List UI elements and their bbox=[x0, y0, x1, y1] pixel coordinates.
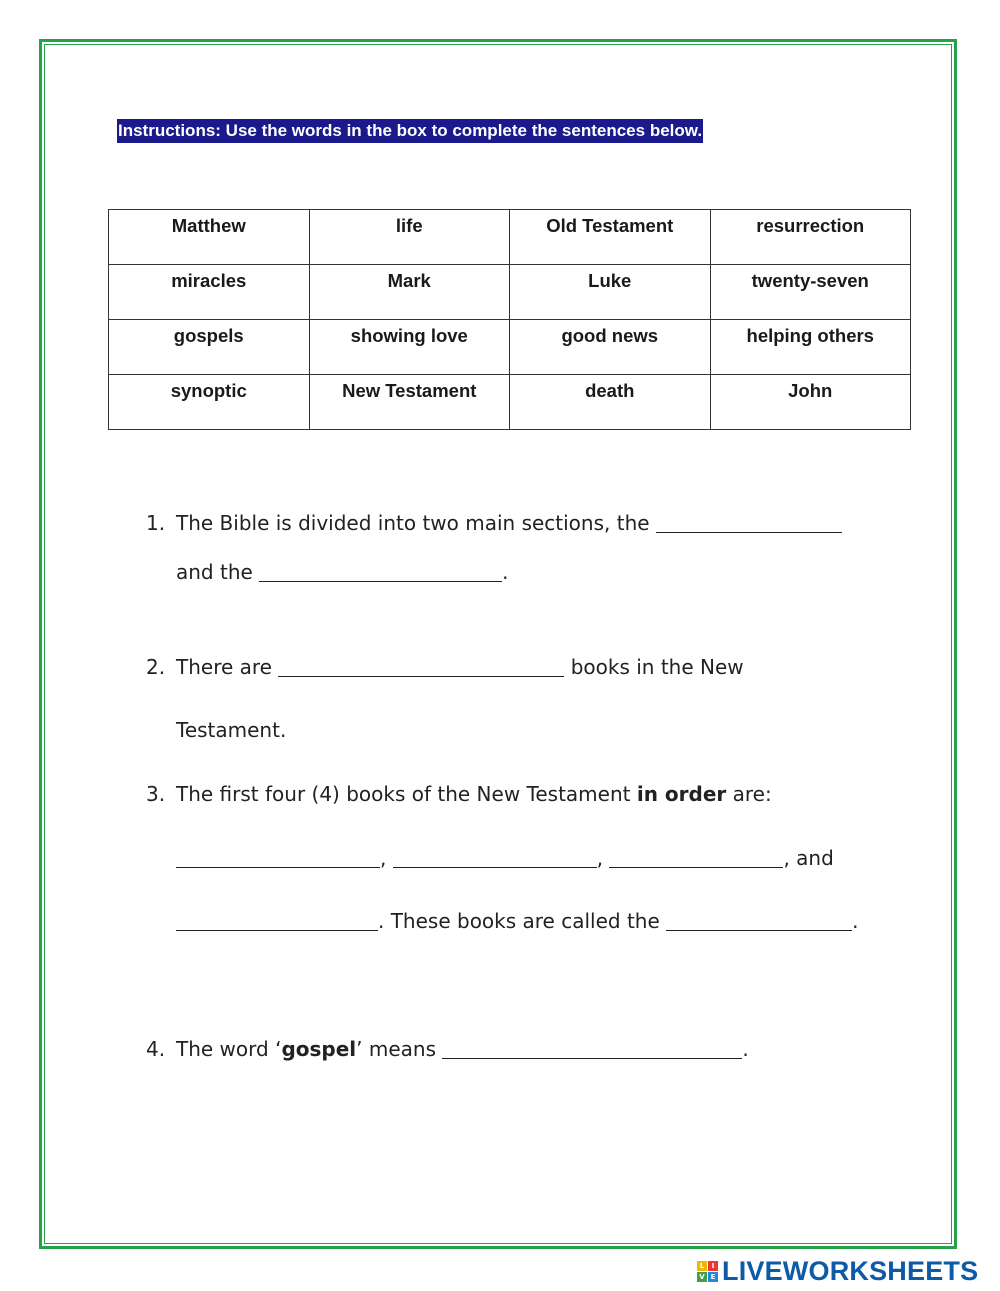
question-punct: , bbox=[596, 846, 604, 870]
word-cell: life bbox=[309, 210, 510, 265]
question-text: The first four (4) books of the New Testament bbox=[176, 782, 631, 806]
answer-blank-q3-a[interactable] bbox=[176, 849, 380, 868]
question-number: 1. bbox=[146, 511, 166, 535]
question-1-line-1 bbox=[146, 511, 842, 535]
question-punct: , and bbox=[783, 846, 834, 870]
word-box-table bbox=[108, 209, 911, 430]
word-cell: Luke bbox=[510, 265, 711, 320]
question-text: books in the New bbox=[570, 655, 744, 679]
question-4-line-1 bbox=[146, 1037, 749, 1061]
word-cell: John bbox=[710, 375, 911, 430]
question-punct: . bbox=[852, 909, 859, 933]
answer-blank-q3-b[interactable] bbox=[393, 849, 597, 868]
logo-text: LIVEWORKSHEETS bbox=[722, 1255, 979, 1286]
word-cell: Mark bbox=[309, 265, 510, 320]
question-text: The word ‘ bbox=[176, 1037, 282, 1061]
question-number: 3. bbox=[146, 782, 166, 806]
question-bold-text: in order bbox=[636, 782, 727, 806]
instructions-banner: Instructions: Use the words in the box to complete the sentences below. bbox=[117, 119, 703, 143]
question-2-line-1 bbox=[146, 655, 744, 679]
word-cell: Old Testament bbox=[510, 210, 711, 265]
question-number: 2. bbox=[146, 655, 166, 679]
table-row bbox=[109, 210, 911, 265]
question-text: . These books are called the bbox=[378, 909, 660, 933]
question-3-line-1 bbox=[146, 782, 772, 806]
word-cell: showing love bbox=[309, 320, 510, 375]
answer-blank-q3-c[interactable] bbox=[609, 849, 783, 868]
word-cell: twenty-seven bbox=[710, 265, 911, 320]
word-cell: good news bbox=[510, 320, 711, 375]
word-cell: gospels bbox=[109, 320, 310, 375]
question-text: are: bbox=[732, 782, 772, 806]
question-punct: , bbox=[380, 846, 387, 870]
answer-blank-q2[interactable] bbox=[278, 658, 564, 677]
answer-blank-q3-e[interactable] bbox=[666, 912, 852, 931]
word-cell: New Testament bbox=[309, 375, 510, 430]
question-text: Testament. bbox=[176, 718, 287, 742]
answer-blank-q3-d[interactable] bbox=[176, 912, 378, 931]
question-punct: . bbox=[502, 560, 509, 584]
word-cell: synoptic bbox=[109, 375, 310, 430]
question-text: and the bbox=[176, 560, 253, 584]
question-text: ’ means bbox=[356, 1037, 436, 1061]
question-text: The Bible is divided into two main sections, the bbox=[176, 511, 650, 535]
question-2-line-2 bbox=[176, 718, 286, 742]
table-row bbox=[109, 265, 911, 320]
word-cell: helping others bbox=[710, 320, 911, 375]
liveworksheets-logo[interactable] bbox=[697, 1255, 978, 1287]
logo-mark-icon bbox=[697, 1261, 718, 1282]
answer-blank-q1-b[interactable] bbox=[259, 563, 502, 582]
question-3-line-2 bbox=[176, 846, 834, 870]
answer-blank-q4[interactable] bbox=[442, 1040, 742, 1059]
word-cell: death bbox=[510, 375, 711, 430]
question-number: 4. bbox=[146, 1037, 166, 1061]
logo-mark-letter: V bbox=[697, 1272, 707, 1282]
question-punct: . bbox=[742, 1037, 749, 1061]
word-cell: resurrection bbox=[710, 210, 911, 265]
logo-mark-letter: I bbox=[708, 1261, 718, 1271]
table-row bbox=[109, 320, 911, 375]
answer-blank-q1-a[interactable] bbox=[656, 514, 842, 533]
logo-mark-letter: L bbox=[697, 1261, 707, 1271]
question-1-line-2 bbox=[176, 560, 509, 584]
question-bold-text: gospel bbox=[281, 1037, 357, 1061]
question-text: There are bbox=[176, 655, 272, 679]
question-3-line-3 bbox=[176, 909, 859, 933]
word-cell: Matthew bbox=[109, 210, 310, 265]
table-row bbox=[109, 375, 911, 430]
logo-mark-letter: E bbox=[708, 1272, 718, 1282]
word-cell: miracles bbox=[109, 265, 310, 320]
